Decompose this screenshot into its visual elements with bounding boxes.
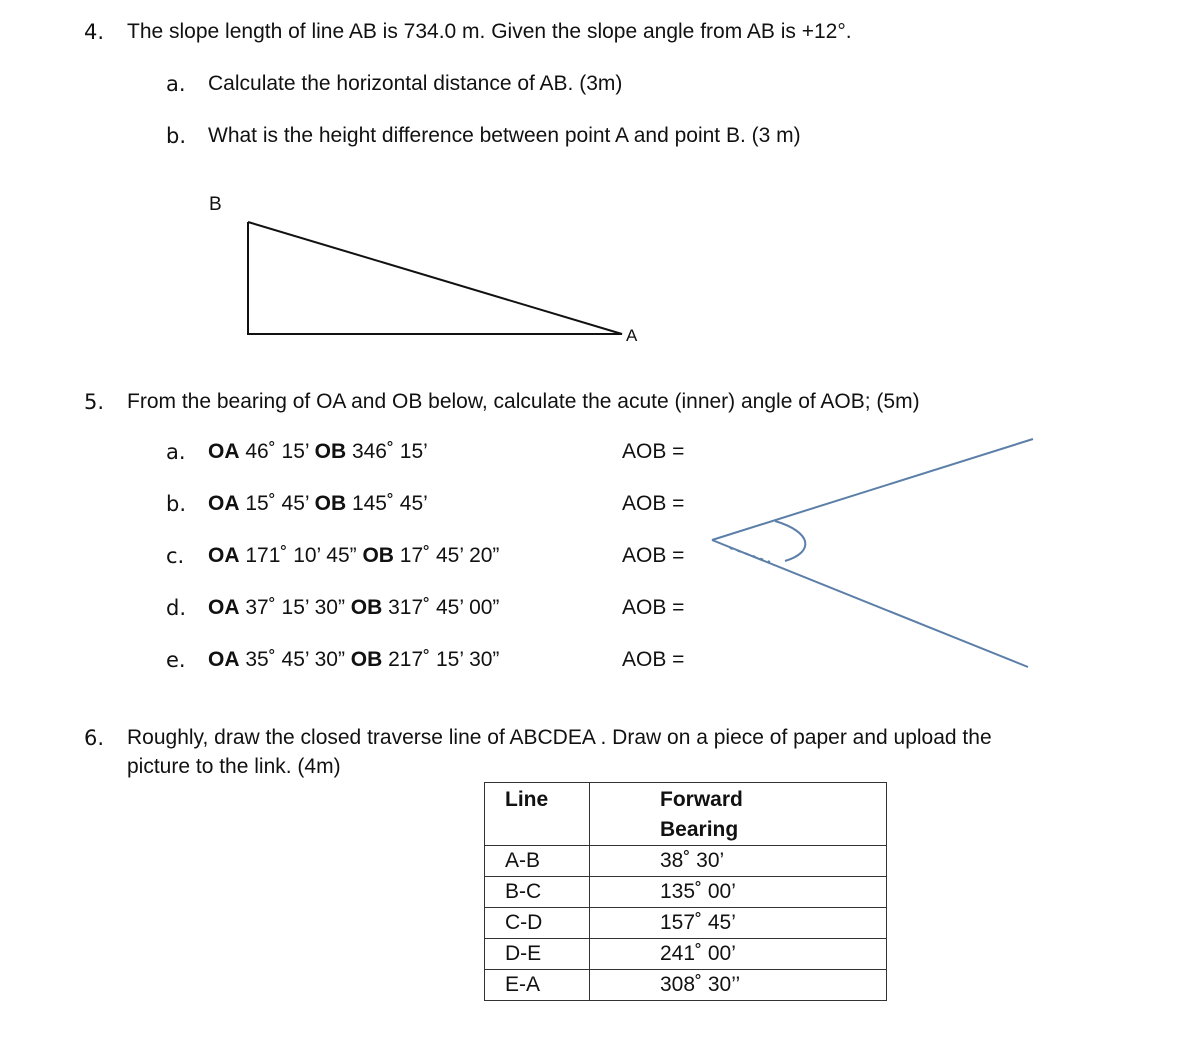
cell-bearing: 241˚ 00’ [590,939,887,970]
oa-value: 46˚ 15’ [239,440,315,463]
q5-part-d-label: d. [166,596,187,620]
q5-part-d-answer: AOB = [622,596,685,619]
q4-text: The slope length of line AB is 734.0 m. Given the slope angle from AB is +12°. [127,20,852,43]
q6-number: 6. [84,726,105,750]
cell-line: E-A [485,970,590,1001]
oa-key: OA [208,544,240,567]
header-line: Line [485,783,590,846]
q5-part-b-bearings [208,492,428,516]
cell-bearing: 38˚ 30’ [590,846,887,877]
header-bearing-line2: Bearing [660,818,739,841]
q5-part-b-answer: AOB = [622,492,685,515]
q4-part-a-text: Calculate the horizontal distance of AB. (3m) [208,72,623,95]
table-row [485,908,887,939]
q5-part-c-answer: AOB = [622,544,685,567]
oa-value: 35˚ 45’ 30” [239,648,351,671]
table-row [485,877,887,908]
q4-part-a-label: a. [166,72,186,96]
oa-key: OA [208,648,240,671]
ob-value: 17˚ 45’ 20” [393,544,500,567]
oa-key: OA [208,596,240,619]
oa-value: 37˚ 15’ 30” [239,596,351,619]
oa-value: 171˚ 10’ 45” [239,544,363,567]
table-row [485,970,887,1001]
q5-part-c-bearings [208,544,499,568]
cell-line: D-E [485,939,590,970]
cell-line: C-D [485,908,590,939]
q4-part-b-text: What is the height difference between point A and point B. (3 m) [208,124,801,147]
ob-key: OB [350,596,383,619]
header-bearing-line1: Forward [660,788,743,811]
oa-value: 15˚ 45’ [239,492,315,515]
ob-value: 346˚ 15’ [346,440,428,463]
bearing-table [484,782,887,1001]
table-row [485,846,887,877]
angle-figure [712,439,1033,667]
oa-key: OA [208,440,240,463]
ob-key: OB [314,440,347,463]
q5-part-e-answer: AOB = [622,648,685,671]
q4-number: 4. [84,20,105,44]
q6-text-line2: picture to the link. (4m) [127,755,341,778]
angle-arc [775,521,805,561]
cell-bearing: 135˚ 00’ [590,877,887,908]
q5-part-b-label: b. [166,492,187,516]
ob-key: OB [314,492,347,515]
triangle-outline [248,222,622,334]
header-forward-bearing [590,783,887,846]
ob-value: 317˚ 45’ 00” [382,596,500,619]
cell-line: A-B [485,846,590,877]
ob-value: 145˚ 45’ [346,492,428,515]
point-b-label: B [209,194,222,215]
ob-key: OB [362,544,394,567]
cell-bearing: 308˚ 30’’ [590,970,887,1001]
q5-part-d-bearings [208,596,499,620]
oa-key: OA [208,492,240,515]
ray-oa [712,439,1033,540]
q5-text: From the bearing of OA and OB below, calculate the acute (inner) angle of AOB; (5m) [127,390,920,413]
q5-number: 5. [84,390,105,414]
q5-part-a-label: a. [166,440,186,464]
point-a-label: A [626,326,638,345]
ob-key: OB [350,648,383,671]
q5-part-c-label: c. [166,544,185,568]
q5-part-a-answer: AOB = [622,440,685,463]
table-row [485,939,887,970]
cell-line: B-C [485,877,590,908]
table-header-row [485,783,887,846]
q5-part-e-bearings [208,648,499,672]
q5-part-a-bearings [208,440,428,464]
q6-text-line1: Roughly, draw the closed traverse line of ABCDEA . Draw on a piece of paper and upload the [127,726,992,749]
q5-part-e-label: e. [166,648,186,672]
slope-triangle [248,222,622,334]
ob-value: 217˚ 15’ 30” [382,648,500,671]
q4-part-b-label: b. [166,124,187,148]
cell-bearing: 157˚ 45’ [590,908,887,939]
ray-ob [712,540,1028,667]
